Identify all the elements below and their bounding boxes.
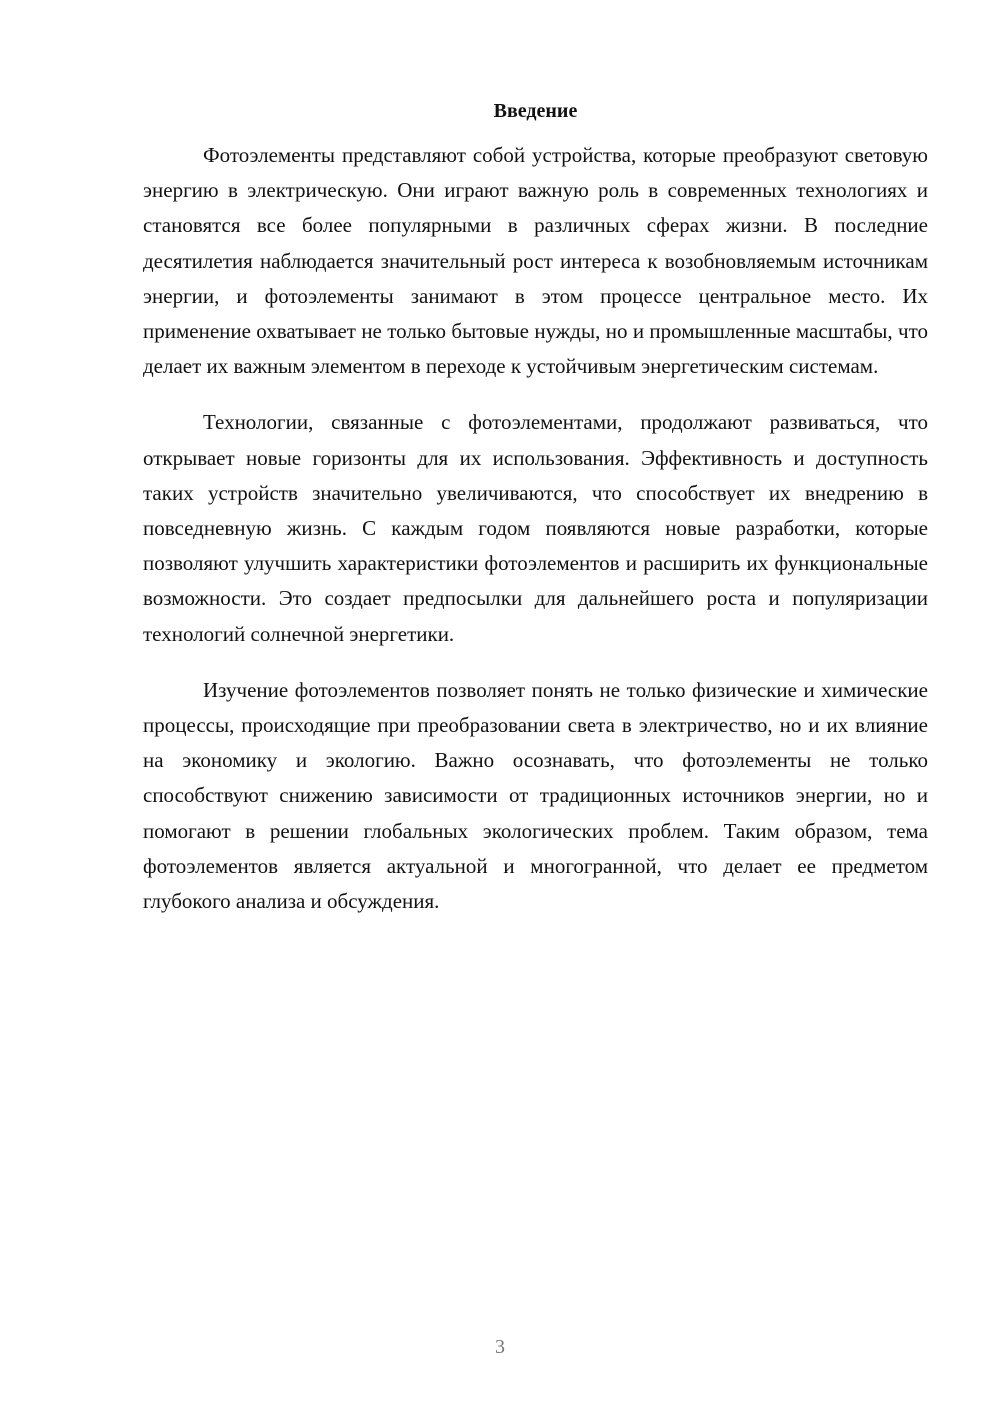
page-content [143,98,928,940]
paragraph-2: Технологии, связанные с фотоэлементами, продолжают развиваться, что открывает новые горизонты для их использования. Эффективность и доступность таких устройств значительно увеличиваются, что способствует их внедрению в повседневную жизнь. С каждым годом появляются новые разработки, которые позволяют улучшить характеристики фотоэлементов и расширить их функциональные возможности. Это создает предпосылки для дальнейшего роста и популяризации технологий солнечной энергетики. [143,410,928,646]
paragraph-3: Изучение фотоэлементов позволяет понять не только физические и химические процессы, происходящие при преобразовании света в электричество, но и их влияние на экономику и экологию. Важно осознавать, что фотоэлементы не только способствуют снижению зависимости от традиционных источников энергии, но и помогают в решении глобальных экологических проблем. Таким образом, тема фотоэлементов является актуальной и многогранной, что делает ее предметом глубокого анализа и обсуждения. [143,677,928,914]
page-number: 3 [495,1336,505,1358]
paragraph-1: Фотоэлементы представляют собой устройства, которые преобразуют световую энергию в электрическую. Они играют важную роль в современных технологиях и становятся все более популярными в различных сферах жизни. В последние десятилетия наблюдается значительный рост интереса к возобновляемым источникам энергии, и фотоэлементы занимают в этом процессе центральное место. Их применение охватывает не только бытовые нужды, но и промышленные масштабы, что делает их важным элементом в переходе к устойчивым энергетическим системам. [143,143,928,379]
section-heading: Введение [493,100,578,122]
